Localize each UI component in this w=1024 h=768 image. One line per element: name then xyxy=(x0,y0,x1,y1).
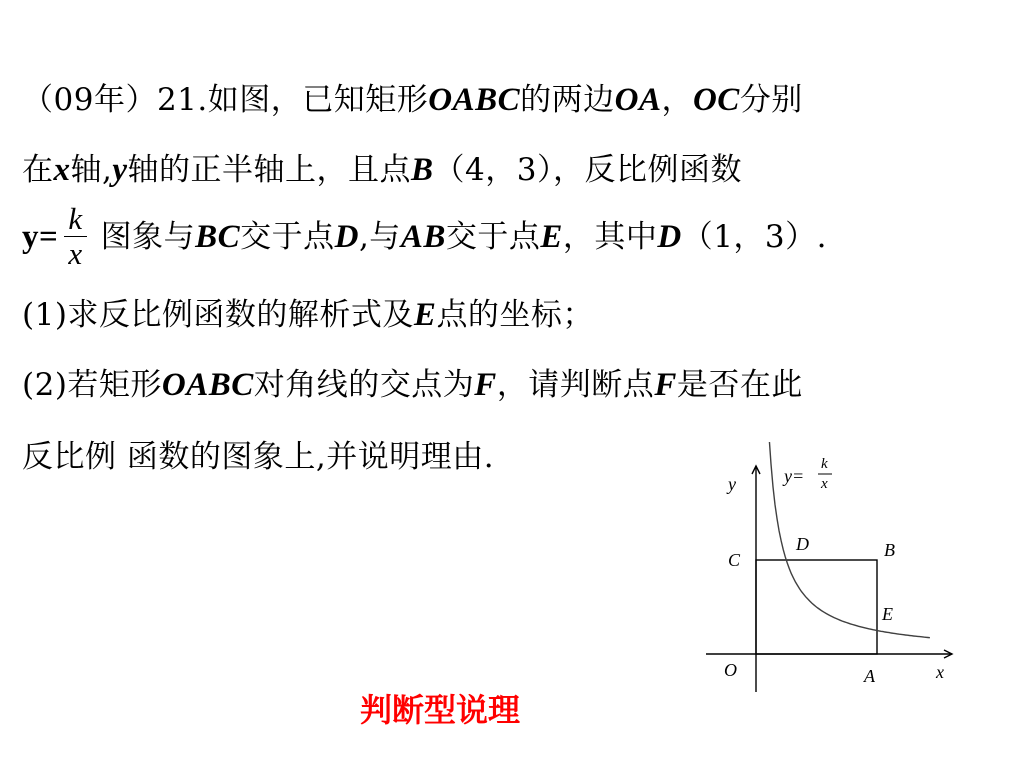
frac-denominator: x xyxy=(68,236,83,271)
text-segment: 轴的正半轴上，且点 xyxy=(127,152,412,188)
geometry-figure xyxy=(700,442,962,700)
fraction-k-over-x xyxy=(64,202,86,271)
text-segment: 点的坐标； xyxy=(436,297,594,333)
problem-line-1 xyxy=(22,80,803,120)
text-segment: ， xyxy=(661,82,693,118)
problem-line-5 xyxy=(22,365,803,405)
text-segment: ,与 xyxy=(358,219,401,255)
text-segment: 是否在此 xyxy=(676,367,803,403)
text-segment: 图象与 xyxy=(100,219,196,255)
point-label-d: D xyxy=(796,534,809,554)
side-oa: OA xyxy=(614,82,662,118)
point-label-e: E xyxy=(882,604,893,624)
footer-label: 判断型说理 xyxy=(360,691,521,729)
point-d: D xyxy=(657,219,682,255)
func-label: y= xyxy=(784,466,805,486)
func-y: y= xyxy=(22,219,59,255)
point-label-a: A xyxy=(864,666,875,686)
problem-line-6 xyxy=(22,437,494,477)
func-label-num: k xyxy=(821,456,828,472)
text-segment: （1，3）. xyxy=(681,219,828,255)
problem-line-4 xyxy=(22,295,594,335)
text-segment: ，请判断点 xyxy=(496,367,655,403)
point-label-b: B xyxy=(884,540,895,560)
text-segment: 反比例 函数的图象上,并说明理由. xyxy=(22,439,495,475)
text-segment: 的两边 xyxy=(520,82,615,118)
text-segment: 求反比例函数的解析式及 xyxy=(67,297,414,333)
rect-name: OABC xyxy=(161,367,254,403)
var-y: y xyxy=(112,152,128,188)
text-segment: （4，3），反比例函数 xyxy=(433,152,742,188)
text-segment: ，其中 xyxy=(562,219,658,255)
side-oc: OC xyxy=(692,82,740,118)
point-b: B xyxy=(411,152,434,188)
problem-line-2 xyxy=(22,150,742,190)
text-segment: 在 xyxy=(22,152,54,188)
segment-ab: AB xyxy=(400,219,446,255)
axis-label-y: y xyxy=(728,474,736,494)
text-segment: 轴, xyxy=(70,152,113,188)
rect-name: OABC xyxy=(428,82,521,118)
point-e: E xyxy=(540,219,563,255)
point-d: D xyxy=(334,219,359,255)
point-label-c: C xyxy=(728,550,741,570)
text-segment: 分别 xyxy=(739,82,803,118)
problem-line-3 xyxy=(22,203,827,273)
text-segment: 对角线的交点为 xyxy=(253,367,475,403)
text-segment: 交于点 xyxy=(240,219,335,255)
text-segment: 若矩形 xyxy=(67,367,162,403)
text-segment: 交于点 xyxy=(445,219,541,255)
func-label-den: x xyxy=(821,476,828,492)
segment-bc: BC xyxy=(195,219,241,255)
point-e: E xyxy=(413,297,437,333)
point-f: F xyxy=(474,367,497,403)
var-x: x xyxy=(53,152,71,188)
axis-label-x: x xyxy=(936,662,944,682)
point-f: F xyxy=(654,367,677,403)
point-label-o: O xyxy=(724,660,737,680)
question-number: (1) xyxy=(22,297,68,333)
frac-numerator: k xyxy=(64,202,86,237)
question-number: (2) xyxy=(22,367,68,403)
text-segment: （09年）21.如图，已知矩形 xyxy=(22,82,429,118)
